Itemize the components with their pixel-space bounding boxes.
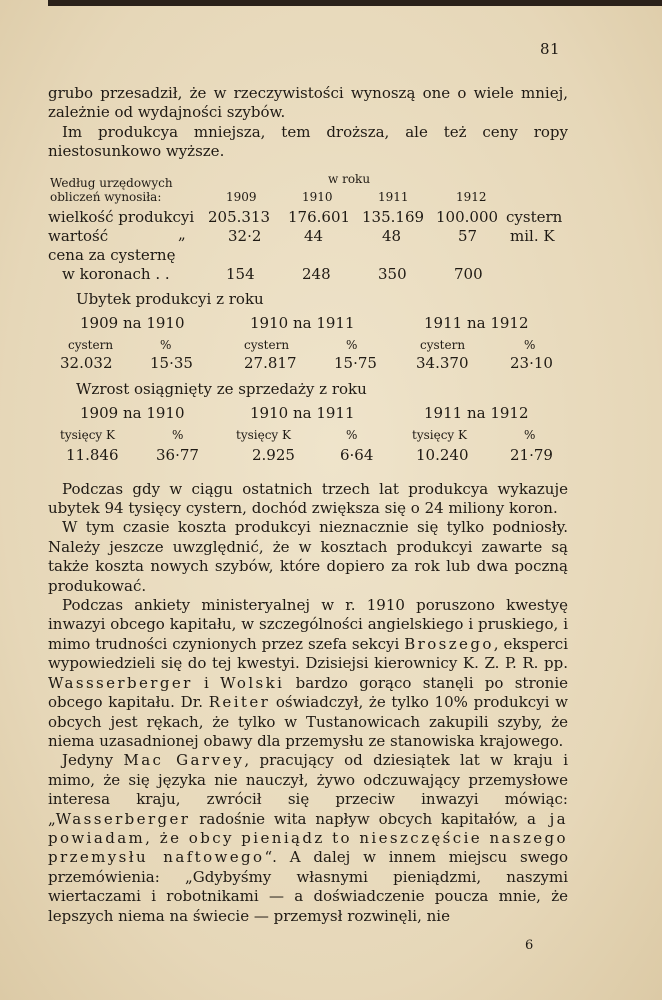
table1-label-line2: obliczeń wynosiła: bbox=[50, 189, 162, 204]
name-wasserberger: Wasserberger bbox=[55, 809, 191, 828]
row-value-ditto: „ bbox=[178, 224, 186, 243]
production-table bbox=[48, 170, 568, 284]
inquiry-text-e: oświadczył, że tylko 10% produkcyi w obcych jest rękach, że tylko w Tustanowicach zakupili szyby, że niema uzasadnionej obawy dla przemysłu ze stanowiska krajowego. bbox=[48, 693, 569, 750]
table1-year-1909: 1909 bbox=[226, 189, 257, 204]
garvey-text-d: “. A dalej w innem miejscu swego przemówienia: „Gdybyśmy własnymi pieniądzmi, naszymi wiertaczami i robotnikami — a doświadczenie poucza mnie, że lepszych niema na świecie — przemysł rozwinęli, nie bbox=[48, 848, 568, 925]
name-mac-garvey: Mac Garvey bbox=[123, 751, 245, 770]
page-number: 81 bbox=[540, 40, 561, 58]
paragraph-costs: W tym czasie koszta produkcyi nieznacznie się tylko podniosły. Należy jeszcze uwzględnić, że w kosztach produkcyi zawarte są także koszta nowych szybów, które dopiero za rok lub dwa poczną produkować. bbox=[48, 518, 568, 595]
table2-sub-1: cystern bbox=[68, 337, 114, 352]
table1-year-1912: 1912 bbox=[456, 189, 487, 204]
row-price-1911: 350 bbox=[378, 264, 407, 283]
table3-period-3: 1911 na 1912 bbox=[424, 403, 529, 422]
table3-sub-4: % bbox=[346, 427, 358, 442]
table2-sub-6: % bbox=[524, 337, 536, 352]
table2-sub-5: cystern bbox=[420, 337, 466, 352]
table3-value-5: 10.240 bbox=[416, 445, 469, 464]
table2-sub-3: cystern bbox=[244, 337, 290, 352]
paragraph-revenue: Podczas gdy w ciągu ostatnich trzech lat produkcya wykazuje ubytek 94 tysięcy cystern, dochód zwiększa się o 24 miliony koron. bbox=[48, 479, 568, 518]
row-value-label: wartość bbox=[48, 226, 109, 245]
inquiry-text-d: bardzo gorąco stanęli po stronie obcego kapitału. Dr. bbox=[48, 673, 568, 712]
page-body bbox=[48, 84, 568, 926]
table2-period-3: 1911 na 1912 bbox=[424, 313, 529, 332]
intro-paragraph-2: Im produkcya mniejsza, tem droższa, ale też ceny ropy niestosunkowo wyższe. bbox=[48, 122, 568, 161]
table2-period-1: 1909 na 1910 bbox=[80, 313, 185, 332]
table3-sub-2: % bbox=[172, 427, 184, 442]
top-edge-bar bbox=[48, 0, 662, 6]
table2-value-6: 23·10 bbox=[510, 353, 553, 372]
table3-period-1: 1909 na 1910 bbox=[80, 403, 185, 422]
row-production-label: wielkość produkcyi bbox=[48, 207, 195, 226]
garvey-text-c: radośnie wita napływ obcych kapitałów, bbox=[190, 809, 527, 828]
table3-sub-5: tysięcy K bbox=[412, 427, 467, 442]
inquiry-text-c: i bbox=[192, 673, 221, 692]
table2-value-3: 27.817 bbox=[244, 353, 297, 372]
intro-paragraph-1: grubo przesadził, że w rzeczywistości wynoszą one o wiele mniej, zależnie od wydajności szybów. bbox=[48, 84, 568, 122]
row-production-1912: 100.000 bbox=[436, 207, 499, 226]
row-price-label-line2: w koronach . . bbox=[62, 264, 170, 283]
table3-sub-3: tysięcy K bbox=[236, 427, 291, 442]
table3-period-2: 1910 na 1911 bbox=[250, 403, 355, 422]
table3-value-3: 2.925 bbox=[252, 445, 295, 464]
table1-year-1910: 1910 bbox=[302, 189, 333, 204]
garvey-emphasis: a ja powiadam, że obcy pieniądz to nieszczęście naszego przemysłu naftowego bbox=[48, 809, 568, 867]
garvey-text-a: Jedyny bbox=[62, 751, 124, 770]
name-wolski: Wolski bbox=[220, 673, 285, 692]
row-price-1909: 154 bbox=[226, 264, 255, 283]
row-value-1909: 32·2 bbox=[228, 226, 262, 245]
table3-sub-6: % bbox=[524, 427, 536, 442]
table2-sub-4: % bbox=[346, 337, 358, 352]
table2-period-2: 1910 na 1911 bbox=[250, 313, 355, 332]
row-value-1911: 48 bbox=[382, 226, 402, 245]
table1-year-1911: 1911 bbox=[378, 189, 409, 204]
table1-group-header: w roku bbox=[328, 171, 371, 186]
row-production-1910: 176.601 bbox=[288, 207, 351, 226]
table2-value-1: 32.032 bbox=[60, 353, 113, 372]
table3-value-4: 6·64 bbox=[340, 445, 374, 464]
name-reiter: Reiter bbox=[208, 693, 271, 712]
row-value-unit: mil. K bbox=[510, 226, 555, 245]
table2-value-2: 15·35 bbox=[150, 353, 193, 372]
inquiry-text-b: , eksperci wypowiedzieli się do tej kwestyi. Dzisiejsi kierownicy K. Z. P. R. pp. bbox=[48, 634, 568, 673]
paragraph-inquiry bbox=[48, 596, 568, 751]
table3-value-2: 36·77 bbox=[156, 445, 199, 464]
garvey-text-b: , pracujący od dziesiątek lat w kraju i mimo, że się języka nie nauczył, żywo odczuwający przemysłowe interesa kraju, zwrócił się przeciw inwazyi mówiąc: „ bbox=[48, 751, 568, 828]
table1-label-line1: Według urzędowych bbox=[50, 175, 173, 190]
name-wassserberger: Wassserberger bbox=[48, 673, 193, 692]
table2-value-4: 15·75 bbox=[334, 353, 377, 372]
inquiry-text-a: Podczas ankiety ministeryalnej w r. 1910 poruszono kwestyę inwazyi obcego kapitału, w szczególności angielskiego i pruskiego, i mimo trudności czynionych przez szefa sekcyi bbox=[48, 596, 568, 653]
table3-title: Wzrost osiągnięty ze sprzedaży z roku bbox=[76, 379, 367, 398]
production-decline-table bbox=[48, 290, 568, 374]
row-price-1910: 248 bbox=[302, 264, 331, 283]
paragraph-mac-garvey bbox=[48, 751, 568, 926]
row-value-1910: 44 bbox=[304, 226, 324, 245]
row-value-1912: 57 bbox=[458, 226, 478, 245]
name-broszego: Broszego bbox=[404, 634, 494, 653]
row-price-1912: 700 bbox=[454, 264, 483, 283]
table2-sub-2: % bbox=[160, 337, 172, 352]
table3-sub-1: tysięcy K bbox=[60, 427, 115, 442]
row-production-1911: 135.169 bbox=[362, 207, 425, 226]
table3-value-1: 11.846 bbox=[66, 445, 119, 464]
row-production-unit: cystern bbox=[506, 207, 563, 226]
row-production-1909: 205.313 bbox=[208, 207, 271, 226]
row-price-label-line1: cena za cysternę bbox=[48, 245, 176, 264]
table3-value-6: 21·79 bbox=[510, 445, 553, 464]
table2-title: Ubytek produkcyi z roku bbox=[76, 289, 264, 308]
sales-growth-table bbox=[48, 380, 568, 472]
table2-value-5: 34.370 bbox=[416, 353, 469, 372]
signature-mark: 6 bbox=[525, 938, 534, 953]
